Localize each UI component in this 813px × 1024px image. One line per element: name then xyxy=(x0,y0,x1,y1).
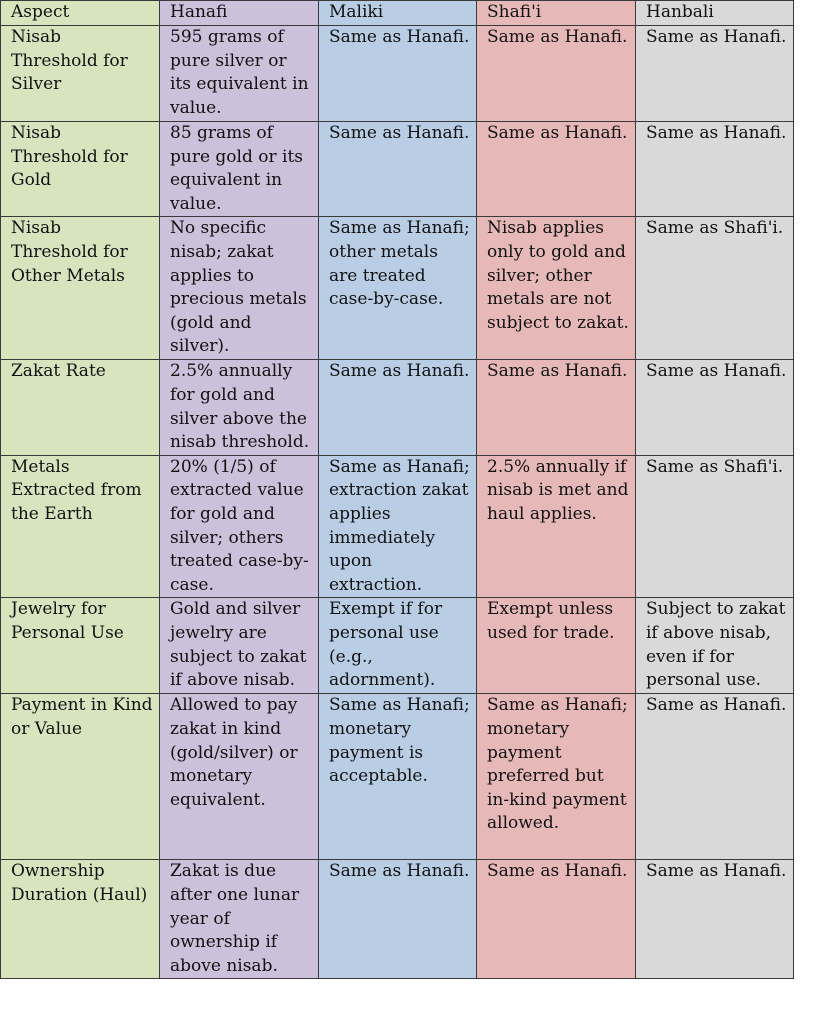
table-row xyxy=(1,455,794,598)
table-row xyxy=(1,860,794,979)
header-hanbali: Hanbali xyxy=(636,1,794,26)
shafii-cell: Same as Hanafi. xyxy=(477,122,636,217)
header-hanafi: Hanafi xyxy=(160,1,319,26)
header-aspect: Aspect xyxy=(1,1,160,26)
maliki-cell: Same as Hanafi; monetary payment is acceptable. xyxy=(319,694,477,860)
table-row xyxy=(1,694,794,860)
hanbali-cell: Same as Shafi'i. xyxy=(636,217,794,360)
hanbali-cell: Same as Hanafi. xyxy=(636,860,794,979)
hanafi-cell: 20% (1/5) of extracted value for gold and silver; others treated case-by-case. xyxy=(160,455,319,598)
shafii-cell: Same as Hanafi. xyxy=(477,860,636,979)
hanafi-cell: 2.5% annually for gold and silver above the nisab threshold. xyxy=(160,360,319,455)
aspect-cell: Zakat Rate xyxy=(1,360,160,455)
hanafi-cell: Allowed to pay zakat in kind (gold/silver) or monetary equivalent. xyxy=(160,694,319,860)
table-row xyxy=(1,217,794,360)
header-maliki: Maliki xyxy=(319,1,477,26)
aspect-cell: Nisab Threshold for Other Metals xyxy=(1,217,160,360)
aspect-cell: Metals Extracted from the Earth xyxy=(1,455,160,598)
hanbali-cell: Subject to zakat if above nisab, even if for personal use. xyxy=(636,598,794,694)
table-row xyxy=(1,360,794,455)
hanbali-cell: Same as Hanafi. xyxy=(636,122,794,217)
shafii-cell: Exempt unless used for trade. xyxy=(477,598,636,694)
aspect-cell: Payment in Kind or Value xyxy=(1,694,160,860)
hanbali-cell: Same as Hanafi. xyxy=(636,360,794,455)
hanafi-cell: 595 grams of pure silver or its equivalent in value. xyxy=(160,26,319,122)
table-row xyxy=(1,122,794,217)
maliki-cell: Exempt if for personal use (e.g., adornment). xyxy=(319,598,477,694)
hanbali-cell: Same as Shafi'i. xyxy=(636,455,794,598)
hanafi-cell: Zakat is due after one lunar year of ownership if above nisab. xyxy=(160,860,319,979)
maliki-cell: Same as Hanafi. xyxy=(319,26,477,122)
hanafi-cell: 85 grams of pure gold or its equivalent in value. xyxy=(160,122,319,217)
maliki-cell: Same as Hanafi. xyxy=(319,122,477,217)
maliki-cell: Same as Hanafi; other metals are treated case-by-case. xyxy=(319,217,477,360)
hanbali-cell: Same as Hanafi. xyxy=(636,694,794,860)
maliki-cell: Same as Hanafi. xyxy=(319,860,477,979)
aspect-cell: Nisab Threshold for Silver xyxy=(1,26,160,122)
header-row xyxy=(1,1,794,26)
header-shafii: Shafi'i xyxy=(477,1,636,26)
shafii-cell: 2.5% annually if nisab is met and haul applies. xyxy=(477,455,636,598)
maliki-cell: Same as Hanafi; extraction zakat applies immediately upon extraction. xyxy=(319,455,477,598)
shafii-cell: Same as Hanafi. xyxy=(477,360,636,455)
maliki-cell: Same as Hanafi. xyxy=(319,360,477,455)
shafii-cell: Same as Hanafi; monetary payment preferred but in-kind payment allowed. xyxy=(477,694,636,860)
hanafi-cell: Gold and silver jewelry are subject to zakat if above nisab. xyxy=(160,598,319,694)
aspect-cell: Jewelry for Personal Use xyxy=(1,598,160,694)
table-row xyxy=(1,26,794,122)
shafii-cell: Nisab applies only to gold and silver; other metals are not subject to zakat. xyxy=(477,217,636,360)
shafii-cell: Same as Hanafi. xyxy=(477,26,636,122)
aspect-cell: Nisab Threshold for Gold xyxy=(1,122,160,217)
table-row xyxy=(1,598,794,694)
hanbali-cell: Same as Hanafi. xyxy=(636,26,794,122)
aspect-cell: Ownership Duration (Haul) xyxy=(1,860,160,979)
hanafi-cell: No specific nisab; zakat applies to precious metals (gold and silver). xyxy=(160,217,319,360)
